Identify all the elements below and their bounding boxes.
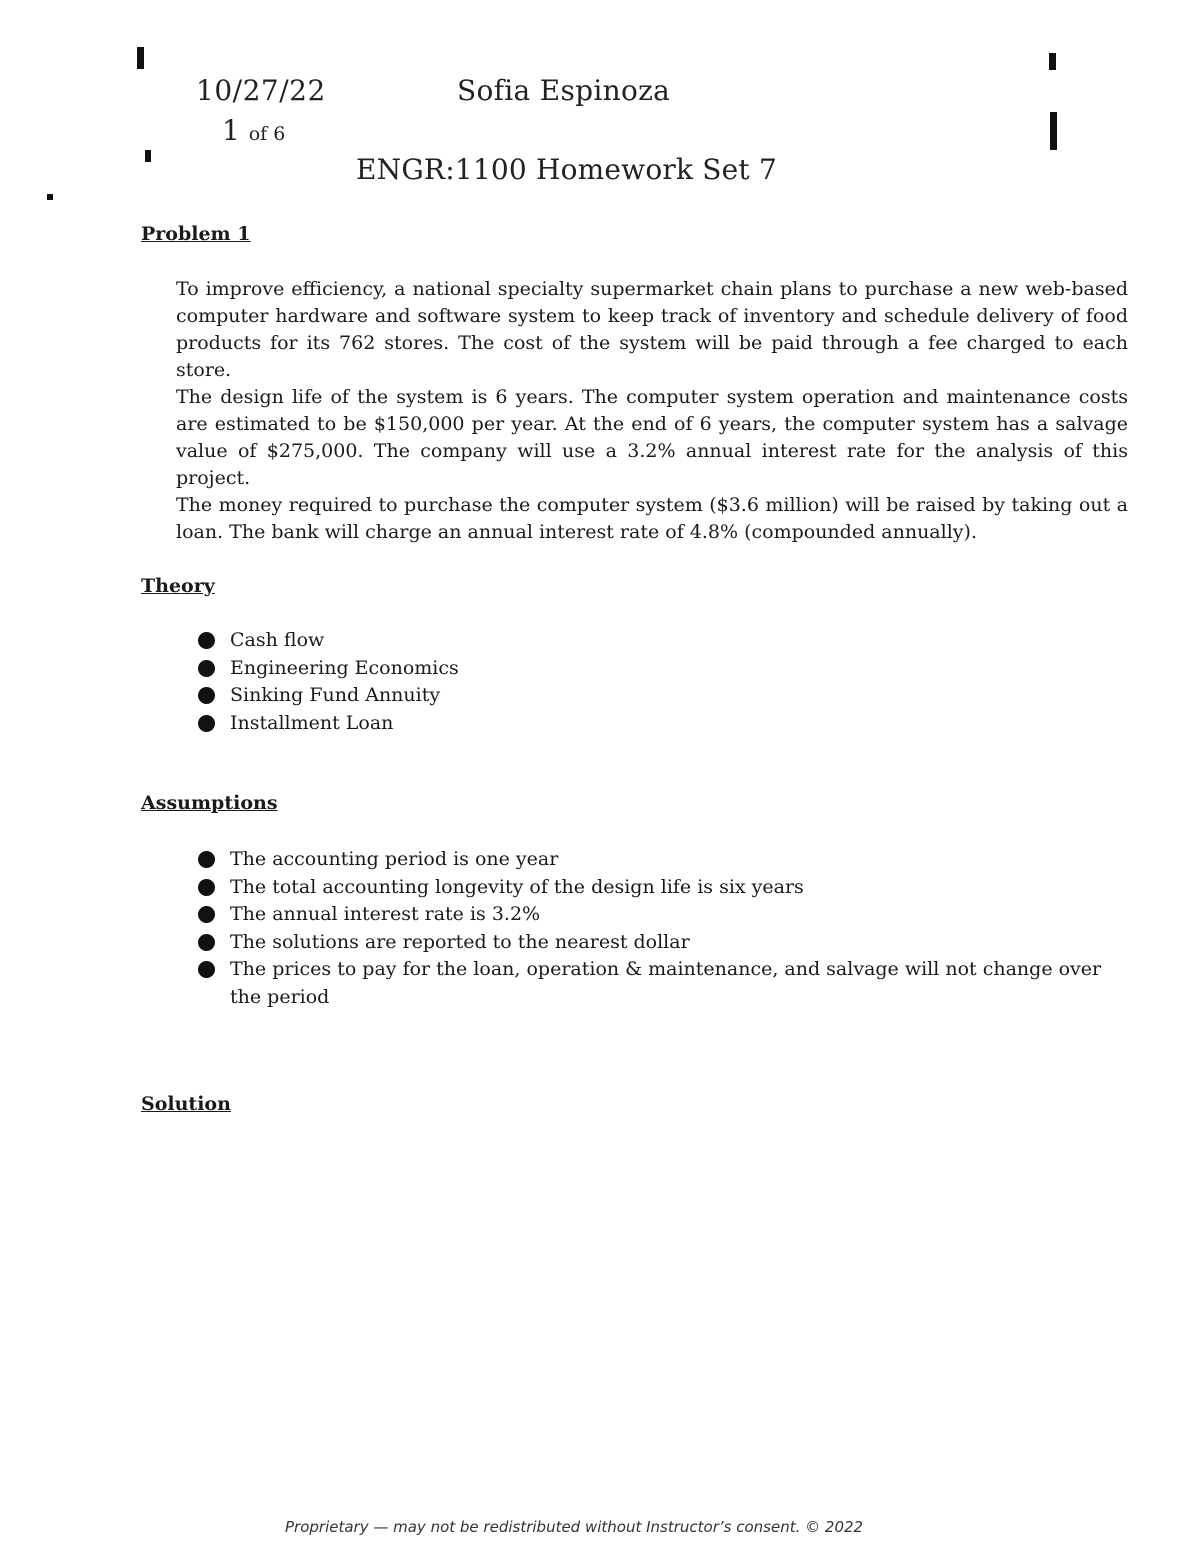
bullet-icon (198, 934, 215, 951)
list-item (198, 929, 1128, 957)
assumption-item-text: The accounting period is one year (230, 848, 559, 870)
theory-heading: Theory (141, 575, 215, 597)
theory-item-text: Cash flow (230, 629, 325, 651)
theory-item-text: Engineering Economics (230, 656, 459, 679)
list-item (198, 627, 1128, 655)
assumptions-heading: Assumptions (141, 792, 278, 814)
bullet-icon (198, 961, 215, 978)
list-item (198, 956, 1128, 1011)
problem-heading: Problem 1 (141, 223, 251, 245)
registration-mark-top-right (1049, 53, 1056, 70)
page-current: 1 (222, 114, 240, 147)
problem-paragraph-3: The money required to purchase the computer system ($3.6 million) will be raised by taking out a loan. The bank will charge an annual interest rate of 4.8% (compounded annually). (176, 494, 1128, 543)
assumption-item-text: The prices to pay for the loan, operation & maintenance, and salvage will not change over the period (230, 958, 1102, 1008)
assumption-item-text: The solutions are reported to the nearest dollar (230, 930, 690, 953)
bullet-icon (198, 715, 215, 732)
problem-paragraph-1: To improve efficiency, a national specialty supermarket chain plans to purchase a new web-based computer hardware and software system to keep track of inventory and schedule delivery of food products for its 762 stores. The cost of the system will be paid through a fee charged to each store. (176, 278, 1128, 381)
list-item (198, 874, 1128, 902)
theory-item-text: Sinking Fund Annuity (230, 684, 441, 706)
theory-item-text: Installment Loan (230, 711, 394, 734)
bullet-icon (198, 906, 215, 923)
list-item (198, 901, 1128, 929)
list-item (198, 682, 1128, 710)
registration-mark-left (145, 150, 151, 162)
list-item (198, 655, 1128, 683)
registration-mark-far-left (47, 194, 53, 200)
list-item (198, 846, 1128, 874)
header-date: 10/27/22 (196, 74, 326, 107)
footer-notice: Proprietary — may not be redistributed without Instructor’s consent. © 2022 (285, 1518, 864, 1536)
bullet-icon (198, 660, 215, 677)
list-item (198, 710, 1128, 738)
bullet-icon (198, 851, 215, 868)
bullet-icon (198, 632, 215, 649)
theory-list (198, 627, 1128, 737)
solution-heading: Solution (141, 1093, 231, 1115)
assumptions-list (198, 846, 1128, 1011)
bullet-icon (198, 687, 215, 704)
document-title: ENGR:1100 Homework Set 7 (356, 153, 777, 186)
page-total: of 6 (248, 123, 286, 145)
registration-mark-top-left (137, 47, 144, 69)
page-counter (222, 114, 285, 147)
registration-mark-right (1050, 112, 1057, 150)
problem-paragraph-2: The design life of the system is 6 years. The computer system operation and maintenance costs are estimated to be $150,000 per year. At the end of 6 years, the computer system has a salvage value of $275,000. The company will use a 3.2% annual interest rate for the analysis of this project. (176, 386, 1128, 489)
assumption-item-text: The total accounting longevity of the design life is six years (230, 875, 804, 898)
assumption-item-text: The annual interest rate is 3.2% (230, 903, 541, 925)
header-author: Sofia Espinoza (457, 74, 671, 107)
bullet-icon (198, 879, 215, 896)
